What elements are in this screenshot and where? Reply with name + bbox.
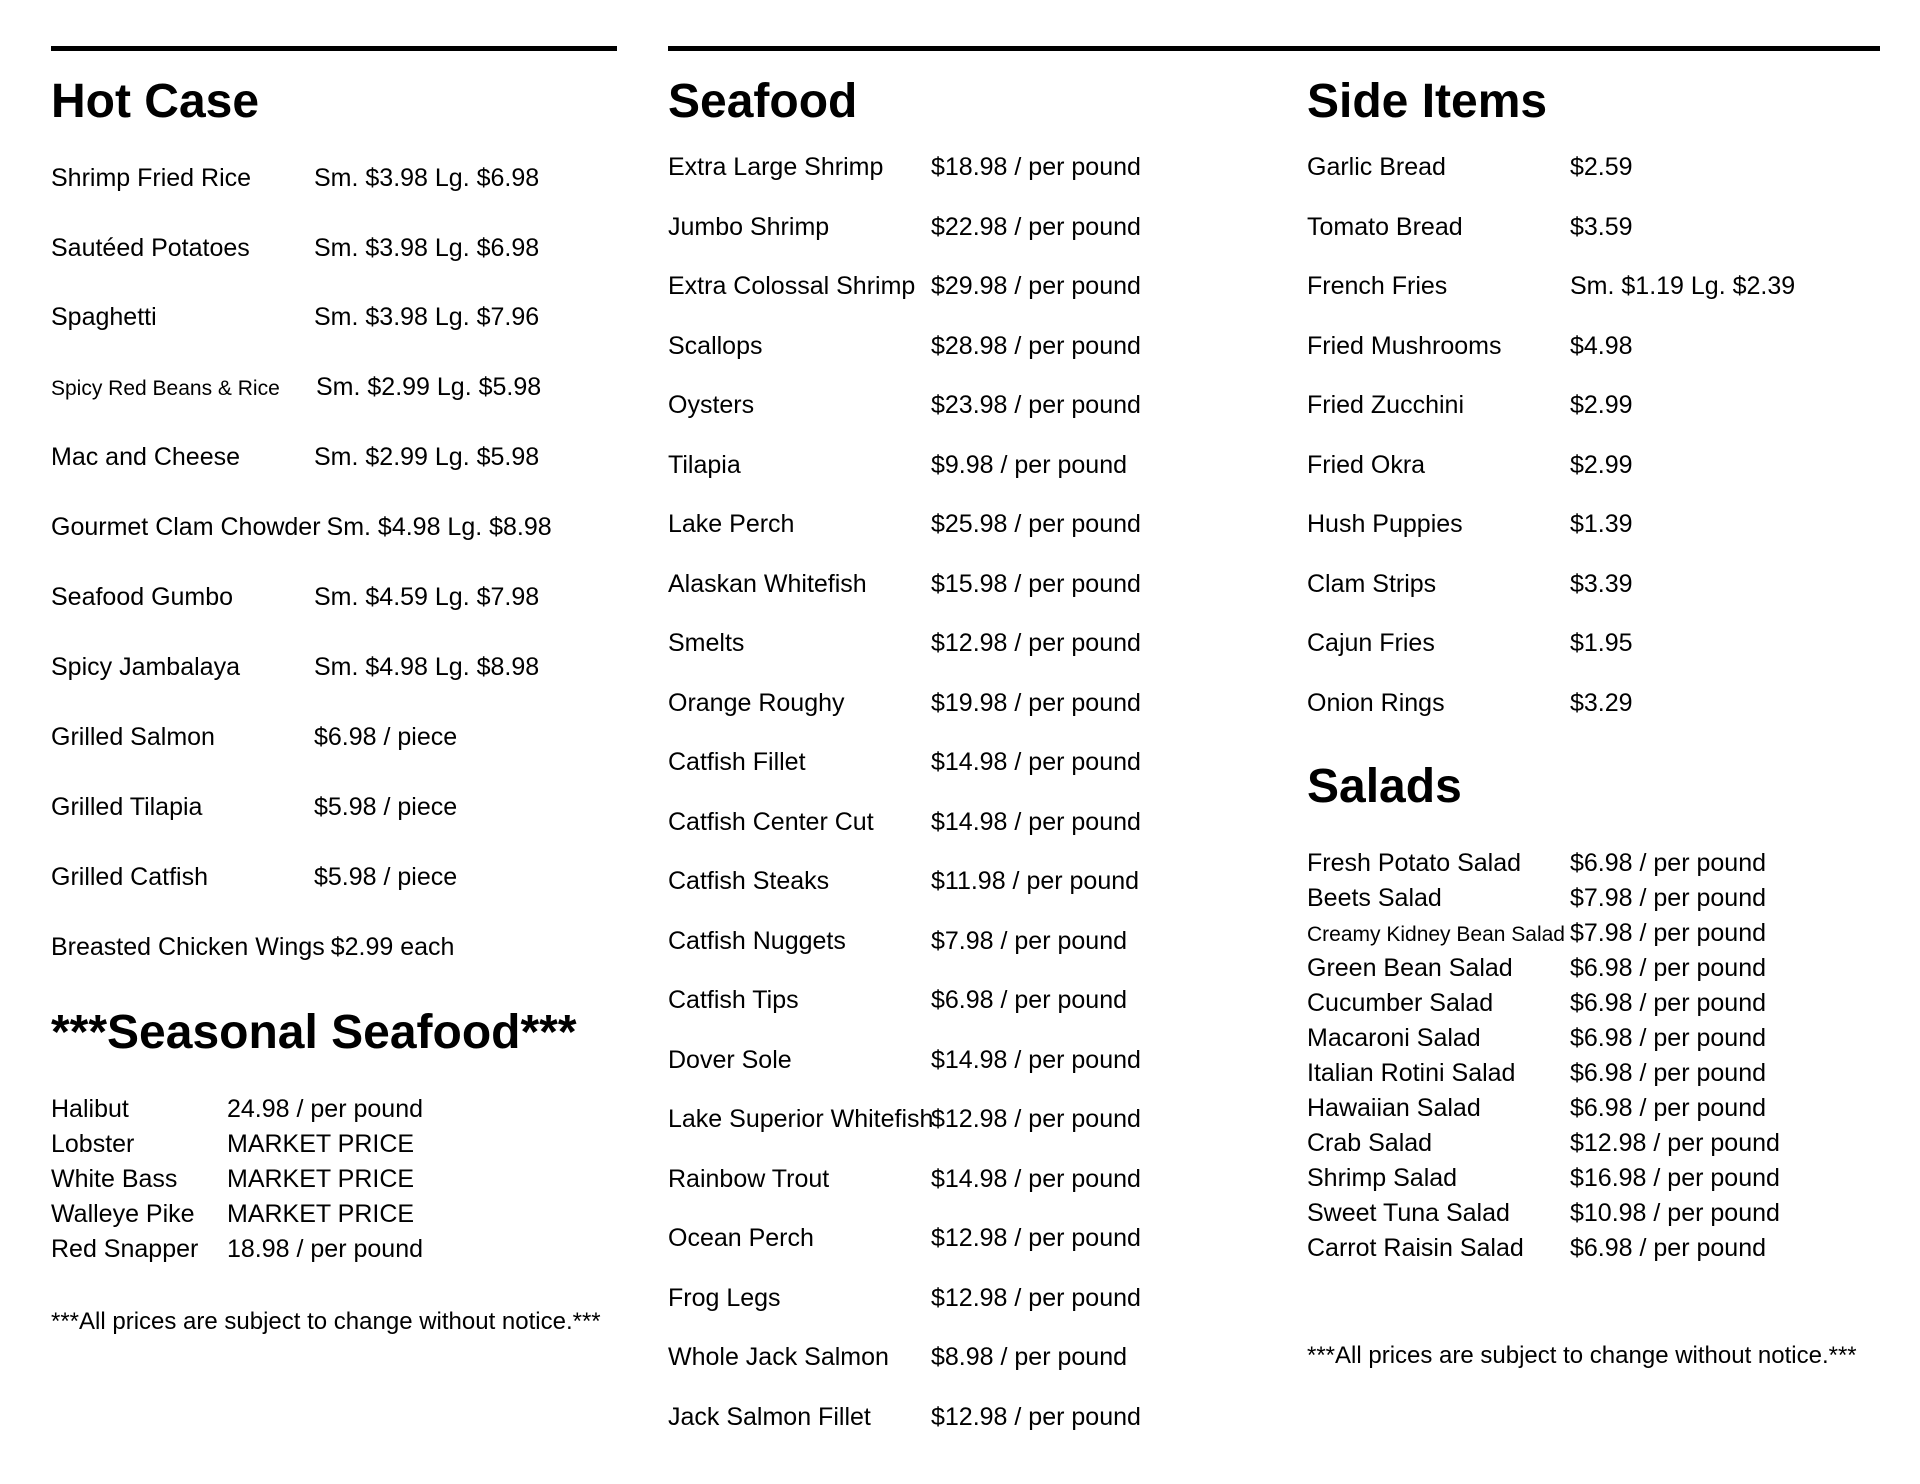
- item-name: Whole Jack Salmon: [668, 1343, 889, 1371]
- item-name: Halibut: [51, 1095, 129, 1123]
- item-name: Lake Superior Whitefish: [668, 1105, 934, 1133]
- item-price: $12.98 / per pound: [931, 1283, 1141, 1312]
- seafood-title: Seafood: [668, 75, 858, 128]
- item-name: Spicy Red Beans & Rice: [51, 377, 280, 400]
- item-price: $4.98: [1570, 331, 1633, 360]
- item-name: Catfish Center Cut: [668, 807, 874, 836]
- item-name: Onion Rings: [1307, 688, 1445, 717]
- item-price: Sm. $3.98 Lg. $6.98: [314, 234, 540, 262]
- item-name: Tomato Bread: [1307, 212, 1463, 241]
- item-price: $11.98 / per pound: [931, 867, 1140, 895]
- item-price: MARKET PRICE: [227, 1165, 415, 1193]
- item-name: Carrot Raisin Salad: [1307, 1234, 1524, 1262]
- item-price: $6.98 / per pound: [1570, 849, 1766, 877]
- item-name: Ocean Perch: [668, 1224, 814, 1252]
- item-price: 24.98 / per pound: [227, 1095, 423, 1123]
- item-name: Green Bean Salad: [1307, 954, 1513, 982]
- item-price: $3.59: [1570, 212, 1633, 241]
- item-price: $9.98 / per pound: [931, 450, 1127, 479]
- price-disclaimer: ***All prices are subject to change without notice.***: [1307, 1342, 1857, 1369]
- item-name: Beets Salad: [1307, 884, 1442, 912]
- item-name: Cucumber Salad: [1307, 989, 1494, 1017]
- item-price: $16.98 / per pound: [1570, 1164, 1780, 1192]
- item-name: Garlic Bread: [1307, 153, 1446, 181]
- top-rule-left: [51, 46, 617, 51]
- item-name: Macaroni Salad: [1307, 1024, 1481, 1052]
- item-price: $6.98 / per pound: [1570, 989, 1766, 1017]
- item-name: Fresh Potato Salad: [1307, 849, 1522, 877]
- item-name: Red Snapper: [51, 1235, 199, 1263]
- item-name: Lobster: [51, 1130, 135, 1158]
- item-price: Sm. $4.98 Lg. $8.98: [314, 653, 540, 681]
- item-name: Shrimp Fried Rice: [51, 164, 252, 192]
- item-name: Walleye Pike: [51, 1200, 195, 1228]
- item-price: $6.98 / per pound: [931, 986, 1127, 1014]
- item-price: $14.98 / per pound: [931, 748, 1141, 776]
- item-name: Sautéed Potatoes: [51, 234, 250, 262]
- item-name: Catfish Fillet: [668, 748, 806, 776]
- item-name: Mac and Cheese: [51, 443, 241, 471]
- seasonal-seafood-title: ***Seasonal Seafood***: [51, 1006, 577, 1059]
- item-name: Oysters: [668, 391, 755, 419]
- item-name: Grilled Tilapia: [51, 793, 203, 821]
- item-name: French Fries: [1307, 272, 1448, 300]
- item-price: Sm. $4.98 Lg. $8.98: [326, 513, 552, 541]
- item-name: Fried Zucchini: [1307, 391, 1464, 419]
- item-price: $6.98 / piece: [314, 723, 458, 751]
- item-name: Dover Sole: [668, 1045, 792, 1074]
- item-price: $25.98 / per pound: [931, 510, 1141, 538]
- item-name: White Bass: [51, 1165, 178, 1193]
- item-price: $14.98 / per pound: [931, 807, 1141, 836]
- item-price: $14.98 / per pound: [931, 1164, 1141, 1193]
- item-name: Grilled Catfish: [51, 863, 208, 891]
- item-price: Sm. $4.59 Lg. $7.98: [314, 583, 540, 611]
- item-price: $3.39: [1570, 569, 1633, 598]
- item-name: Catfish Tips: [668, 986, 799, 1014]
- item-name: Clam Strips: [1307, 569, 1437, 598]
- item-price: $6.98 / per pound: [1570, 1094, 1766, 1122]
- item-price: $2.99: [1570, 391, 1633, 419]
- item-price: $12.98 / per pound: [931, 1105, 1141, 1133]
- item-price: $29.98 / per pound: [931, 272, 1141, 300]
- item-name: Italian Rotini Salad: [1307, 1059, 1516, 1087]
- item-price: $10.98 / per pound: [1570, 1199, 1780, 1227]
- item-price: $8.98 / per pound: [931, 1343, 1127, 1371]
- item-price: $5.98 / piece: [314, 863, 458, 891]
- item-price: $6.98 / per pound: [1570, 954, 1766, 982]
- item-name: Grilled Salmon: [51, 723, 215, 751]
- item-price: $3.29: [1570, 688, 1633, 717]
- item-price: $7.98 / per pound: [1570, 919, 1766, 947]
- item-price: $6.98 / per pound: [1570, 1059, 1766, 1087]
- item-name: Frog Legs: [668, 1283, 781, 1312]
- item-price: $7.98 / per pound: [1570, 884, 1766, 912]
- item-price: $14.98 / per pound: [931, 1045, 1141, 1074]
- item-name: Catfish Nuggets: [668, 926, 846, 955]
- item-name: Catfish Steaks: [668, 867, 830, 895]
- item-price: Sm. $2.99 Lg. $5.98: [314, 443, 540, 471]
- item-name: Jumbo Shrimp: [668, 212, 830, 241]
- item-price: $2.99 each: [330, 933, 455, 961]
- item-name: Shrimp Salad: [1307, 1164, 1458, 1192]
- item-name: Spaghetti: [51, 303, 157, 331]
- menu-item: [51, 933, 454, 962]
- hot-case-title: Hot Case: [51, 75, 260, 128]
- item-price: $28.98 / per pound: [931, 331, 1141, 360]
- item-name: Lake Perch: [668, 510, 795, 538]
- item-price: $19.98 / per pound: [931, 688, 1141, 717]
- item-name: Fried Okra: [1307, 450, 1426, 479]
- item-name: Scallops: [668, 331, 763, 360]
- item-price: $2.99: [1570, 450, 1633, 479]
- item-price: $1.39: [1570, 510, 1633, 538]
- item-name: Orange Roughy: [668, 688, 845, 717]
- item-price: $12.98 / per pound: [931, 1402, 1141, 1431]
- item-name: Alaskan Whitefish: [668, 569, 867, 598]
- item-name: Seafood Gumbo: [51, 583, 234, 611]
- item-price: $15.98 / per pound: [931, 569, 1141, 598]
- item-price: Sm. $1.19 Lg. $2.39: [1570, 272, 1796, 300]
- item-name: Breasted Chicken Wings: [51, 933, 325, 961]
- item-name: Hush Puppies: [1307, 510, 1463, 538]
- item-price: Sm. $2.99 Lg. $5.98: [316, 373, 542, 401]
- item-name: Rainbow Trout: [668, 1164, 830, 1193]
- item-price: MARKET PRICE: [227, 1130, 415, 1158]
- salads-title: Salads: [1307, 760, 1462, 813]
- item-price: $6.98 / per pound: [1570, 1024, 1766, 1052]
- item-price: $1.95: [1570, 629, 1633, 657]
- top-rule-right: [668, 46, 1880, 51]
- item-name: Extra Large Shrimp: [668, 153, 884, 181]
- item-name: Jack Salmon Fillet: [668, 1402, 871, 1431]
- item-name: Hawaiian Salad: [1307, 1094, 1481, 1122]
- price-disclaimer: ***All prices are subject to change without notice.***: [51, 1308, 601, 1335]
- item-name: Extra Colossal Shrimp: [668, 272, 916, 300]
- item-price: $12.98 / per pound: [1570, 1129, 1780, 1157]
- item-name: Crab Salad: [1307, 1129, 1433, 1157]
- menu-item: [51, 513, 552, 542]
- item-name: Gourmet Clam Chowder: [51, 513, 321, 541]
- item-price: MARKET PRICE: [227, 1200, 415, 1228]
- item-price: Sm. $3.98 Lg. $7.96: [314, 303, 540, 331]
- item-price: $5.98 / piece: [314, 793, 458, 821]
- item-name: Sweet Tuna Salad: [1307, 1199, 1510, 1227]
- item-price: $18.98 / per pound: [931, 153, 1141, 181]
- item-price: $12.98 / per pound: [931, 629, 1141, 657]
- item-price: $12.98 / per pound: [931, 1224, 1141, 1252]
- item-name: Spicy Jambalaya: [51, 653, 240, 681]
- item-price: Sm. $3.98 Lg. $6.98: [314, 164, 540, 192]
- item-price: $22.98 / per pound: [931, 212, 1141, 241]
- item-name: Tilapia: [668, 450, 741, 479]
- side-items-title: Side Items: [1307, 75, 1548, 128]
- item-price: $6.98 / per pound: [1570, 1234, 1766, 1262]
- item-price: $23.98 / per pound: [931, 391, 1141, 419]
- item-price: 18.98 / per pound: [227, 1235, 423, 1263]
- item-price: $7.98 / per pound: [931, 926, 1127, 955]
- item-price: $2.59: [1570, 153, 1633, 181]
- item-name: Cajun Fries: [1307, 629, 1435, 657]
- item-name: Creamy Kidney Bean Salad: [1307, 923, 1565, 946]
- item-name: Smelts: [668, 629, 745, 657]
- item-name: Fried Mushrooms: [1307, 331, 1502, 360]
